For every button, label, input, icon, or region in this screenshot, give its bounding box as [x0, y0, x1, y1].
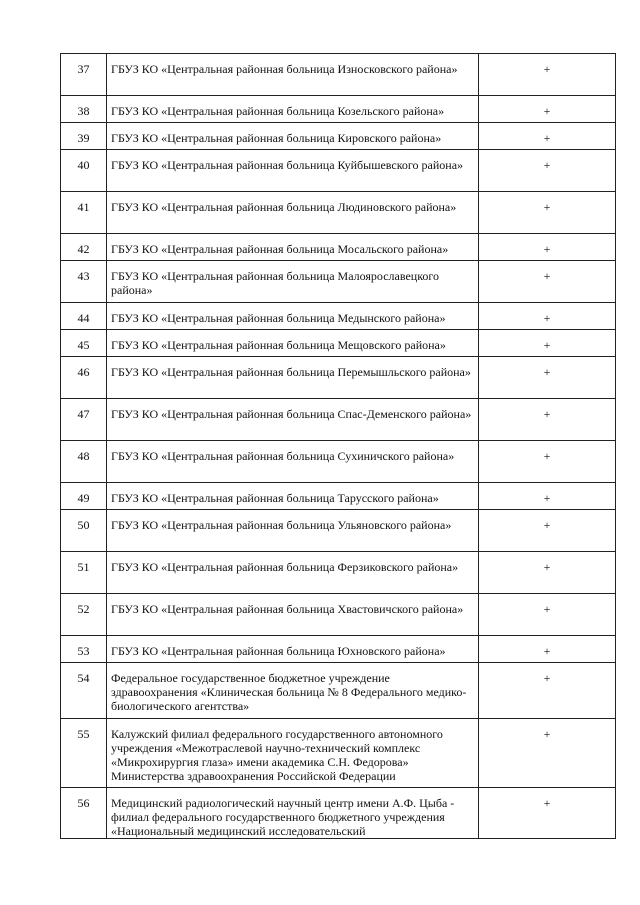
plus-mark: +	[479, 330, 616, 357]
row-number: 40	[61, 150, 107, 192]
plus-mark: +	[479, 483, 616, 510]
organization-name: ГБУЗ КО «Центральная районная больница Юхновского района»	[107, 636, 479, 663]
table-row	[61, 96, 616, 123]
organization-name: Федеральное государственное бюджетное учреждение здравоохранения «Клиническая больница № 8 Федерального медико-биологического агентства»	[107, 663, 479, 719]
table-row	[61, 552, 616, 594]
organization-name: ГБУЗ КО «Центральная районная больница Малоярославецкого района»	[107, 261, 479, 303]
organization-name: ГБУЗ КО «Центральная районная больница Сухиничского района»	[107, 441, 479, 483]
table-row	[61, 483, 616, 510]
plus-mark: +	[479, 663, 616, 719]
organization-name: ГБУЗ КО «Центральная районная больница Кировского района»	[107, 123, 479, 150]
organization-name: ГБУЗ КО «Центральная районная больница Мосальского района»	[107, 234, 479, 261]
plus-mark: +	[479, 96, 616, 123]
table-row	[61, 330, 616, 357]
plus-mark: +	[479, 719, 616, 788]
plus-mark: +	[479, 357, 616, 399]
organization-name: ГБУЗ КО «Центральная районная больница Мещовского района»	[107, 330, 479, 357]
table-row	[61, 303, 616, 330]
organization-name: ГБУЗ КО «Центральная районная больница Людиновского района»	[107, 192, 479, 234]
row-number: 46	[61, 357, 107, 399]
table-row	[61, 192, 616, 234]
row-number: 37	[61, 54, 107, 96]
organization-name: ГБУЗ КО «Центральная районная больница Ульяновского района»	[107, 510, 479, 552]
plus-mark: +	[479, 399, 616, 441]
organization-name: ГБУЗ КО «Центральная районная больница Медынского района»	[107, 303, 479, 330]
organization-name: ГБУЗ КО «Центральная районная больница Ферзиковского района»	[107, 552, 479, 594]
table-row	[61, 663, 616, 719]
plus-mark: +	[479, 788, 616, 839]
plus-mark: +	[479, 54, 616, 96]
row-number: 50	[61, 510, 107, 552]
plus-mark: +	[479, 303, 616, 330]
row-number: 51	[61, 552, 107, 594]
organization-name: Медицинский радиологический научный центр имени А.Ф. Цыба - филиал федерального государственного бюджетного учреждения «Национальный медицинский исследовательский	[107, 788, 479, 839]
row-number: 52	[61, 594, 107, 636]
row-number: 41	[61, 192, 107, 234]
plus-mark: +	[479, 510, 616, 552]
table-row	[61, 636, 616, 663]
plus-mark: +	[479, 594, 616, 636]
organization-name: ГБУЗ КО «Центральная районная больница Спас-Деменского района»	[107, 399, 479, 441]
organization-name: ГБУЗ КО «Центральная районная больница Тарусского района»	[107, 483, 479, 510]
table-row	[61, 788, 616, 839]
table-row	[61, 261, 616, 303]
row-number: 47	[61, 399, 107, 441]
plus-mark: +	[479, 150, 616, 192]
row-number: 54	[61, 663, 107, 719]
plus-mark: +	[479, 192, 616, 234]
row-number: 49	[61, 483, 107, 510]
table-row	[61, 234, 616, 261]
row-number: 43	[61, 261, 107, 303]
table-row	[61, 441, 616, 483]
organization-name: ГБУЗ КО «Центральная районная больница Хвастовичского района»	[107, 594, 479, 636]
organization-name: ГБУЗ КО «Центральная районная больница Перемышльского района»	[107, 357, 479, 399]
table-row	[61, 594, 616, 636]
row-number: 39	[61, 123, 107, 150]
organization-name: ГБУЗ КО «Центральная районная больница Козельского района»	[107, 96, 479, 123]
organizations-table	[60, 53, 616, 839]
table-row	[61, 123, 616, 150]
table-row	[61, 54, 616, 96]
table-row	[61, 357, 616, 399]
organization-name: Калужский филиал федерального государственного автономного учреждения «Межотраслевой научно-технический комплекс «Микрохирургия глаза» имени академика С.Н. Федорова» Министерства здравоохранения Российской Федерации	[107, 719, 479, 788]
row-number: 53	[61, 636, 107, 663]
plus-mark: +	[479, 636, 616, 663]
table-row	[61, 150, 616, 192]
organization-name: ГБУЗ КО «Центральная районная больница Куйбышевского района»	[107, 150, 479, 192]
row-number: 44	[61, 303, 107, 330]
row-number: 56	[61, 788, 107, 839]
row-number: 48	[61, 441, 107, 483]
plus-mark: +	[479, 123, 616, 150]
plus-mark: +	[479, 261, 616, 303]
table-row	[61, 719, 616, 788]
row-number: 42	[61, 234, 107, 261]
plus-mark: +	[479, 441, 616, 483]
table-row	[61, 399, 616, 441]
row-number: 55	[61, 719, 107, 788]
table-row	[61, 510, 616, 552]
organization-name: ГБУЗ КО «Центральная районная больница Износковского района»	[107, 54, 479, 96]
plus-mark: +	[479, 552, 616, 594]
row-number: 38	[61, 96, 107, 123]
row-number: 45	[61, 330, 107, 357]
plus-mark: +	[479, 234, 616, 261]
